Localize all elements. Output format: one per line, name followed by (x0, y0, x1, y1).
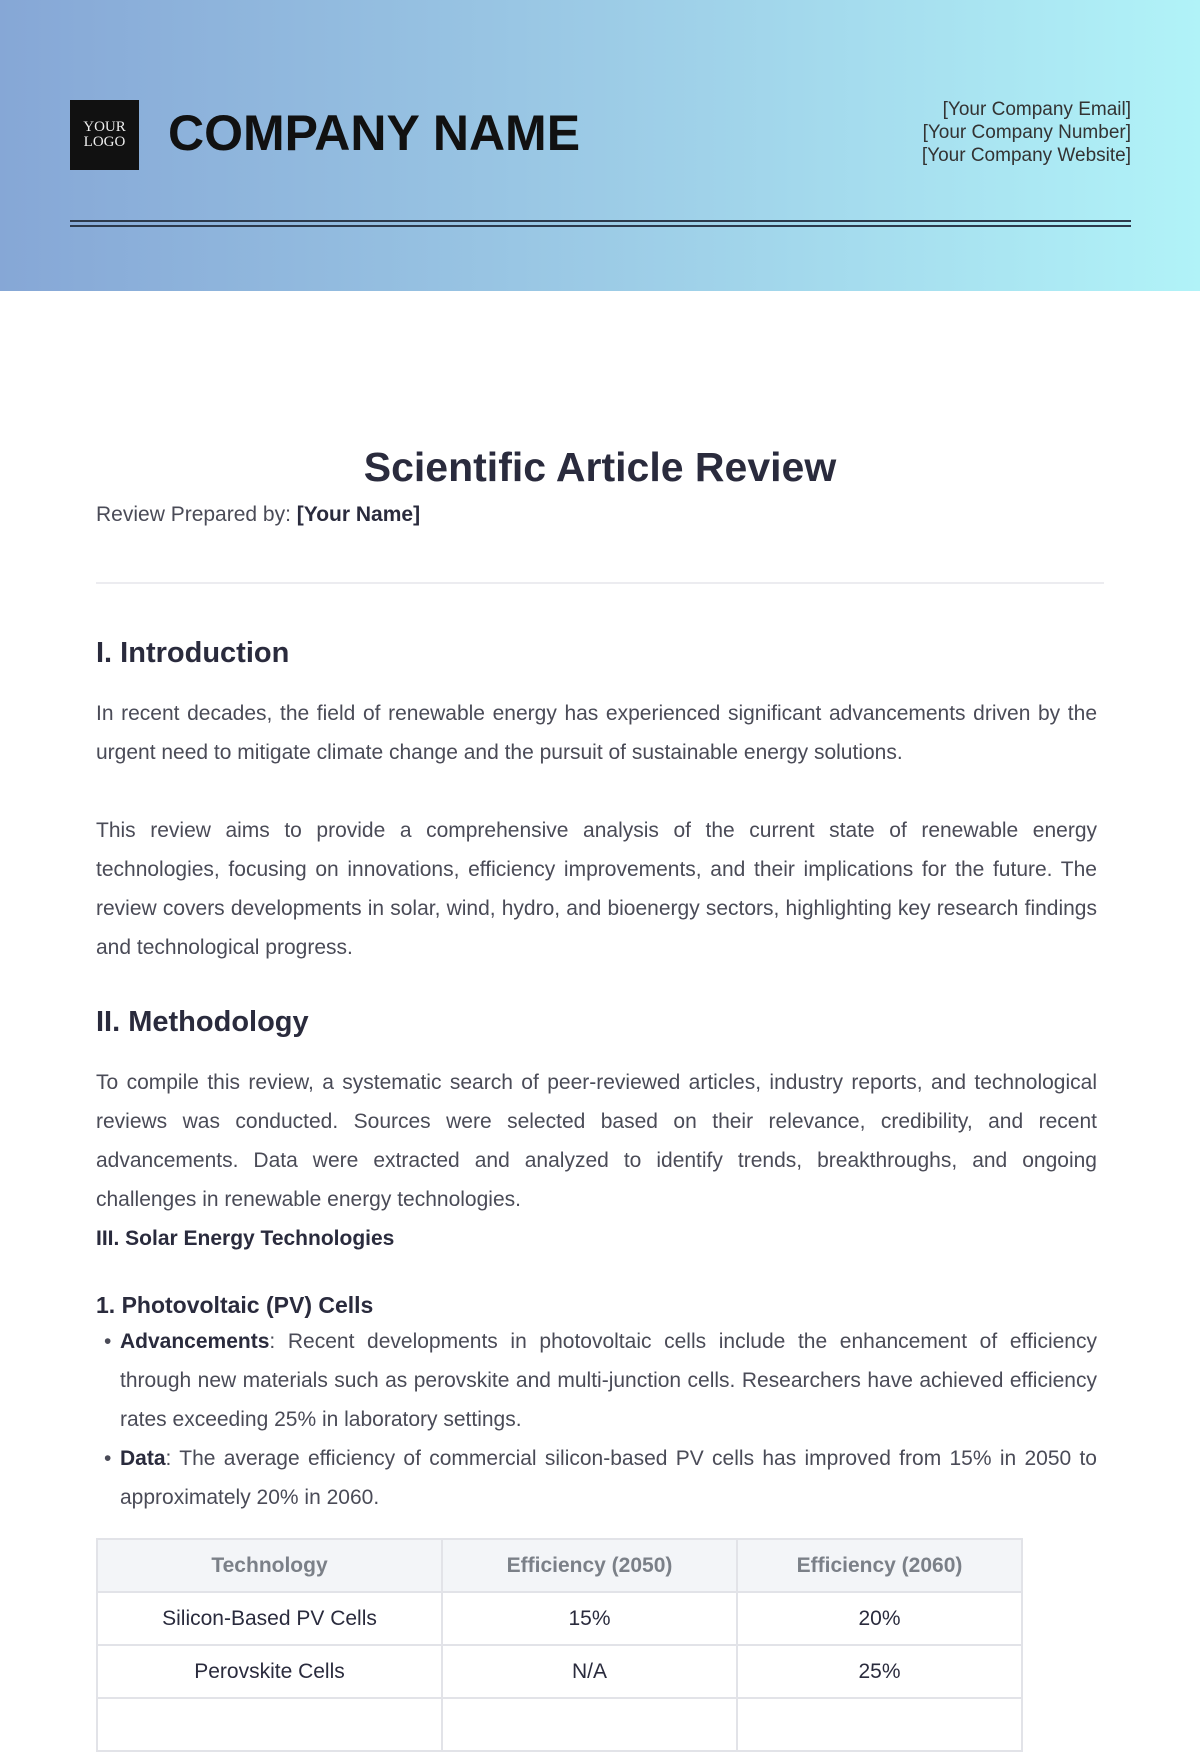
column-header: Efficiency (2050) (442, 1539, 737, 1592)
company-email: [Your Company Email] (942, 99, 1131, 120)
efficiency-table (96, 1538, 1023, 1752)
table-cell: 15% (442, 1592, 737, 1645)
methodology-paragraph: To compile this review, a systematic search of peer-reviewed articles, industry reports, and technological reviews was conducted. Sources were selected based on their relevance, credibility, and recent advancements. Data were extracted and analyzed to identify trends, breakthroughs, and ongoing challenges in renewable energy technologies. (96, 1071, 1097, 1211)
company-contact (922, 98, 1131, 167)
intro-paragraph: In recent decades, the field of renewable energy has experienced significant advancements driven by the urgent need to mitigate climate change and the pursuit of sustainable energy solutions. (96, 702, 1097, 764)
table-row (97, 1645, 1022, 1698)
logo-text-line: LOGO (83, 134, 126, 150)
pv-bullet-list (96, 1322, 1097, 1517)
table-row (97, 1592, 1022, 1645)
section-heading-introduction: I. Introduction (96, 637, 290, 669)
list-item (120, 1439, 1097, 1517)
company-website: [Your Company Website] (921, 145, 1131, 166)
table-cell: N/A (442, 1645, 737, 1698)
table-cell: 20% (737, 1592, 1022, 1645)
company-logo (70, 100, 139, 170)
table-header-row (97, 1539, 1022, 1592)
bullet-text: : The average efficiency of commercial silicon-based PV cells has improved from 15% in 2050 to approximately 20% in 2060. (120, 1447, 1097, 1509)
bullet-label: Data (120, 1447, 166, 1470)
letterhead (0, 0, 1200, 291)
column-header: Technology (97, 1539, 442, 1592)
table-cell (737, 1698, 1022, 1751)
table-cell: Perovskite Cells (97, 1645, 442, 1698)
section-heading-solar: III. Solar Energy Technologies (96, 1227, 395, 1250)
table-cell: Silicon-Based PV Cells (97, 1592, 442, 1645)
subsection-heading-pv: 1. Photovoltaic (PV) Cells (96, 1292, 374, 1318)
intro-paragraph: This review aims to provide a comprehensive analysis of the current state of renewable energy technologies, focusing on innovations, efficiency improvements, and their implications for the future. The review covers developments in solar, wind, hydro, and bioenergy sectors, highlighting key research findings and technological progress. (96, 819, 1097, 959)
header-divider (70, 225, 1131, 227)
logo-text-line: YOUR (83, 119, 126, 135)
bullet-label: Advancements (120, 1330, 270, 1353)
header-divider (70, 220, 1131, 222)
list-item (120, 1322, 1097, 1439)
section-heading-methodology: II. Methodology (96, 1006, 309, 1038)
divider (96, 582, 1104, 584)
table-cell: 25% (737, 1645, 1022, 1698)
document-title: Scientific Article Review (363, 444, 837, 490)
table-cell (97, 1698, 442, 1751)
bullet-text: : Recent developments in photovoltaic cells include the enhancement of efficiency through new materials such as perovskite and multi-junction cells. Researchers have achieved efficiency rates exceeding 25% in laboratory settings. (120, 1330, 1097, 1431)
company-name: COMPANY NAME (168, 105, 581, 161)
column-header: Efficiency (2060) (737, 1539, 1022, 1592)
prepared-by-name: [Your Name] (296, 503, 421, 526)
company-number: [Your Company Number] (922, 122, 1131, 143)
prepared-by-label: Review Prepared by: (96, 503, 291, 526)
table-row (97, 1698, 1022, 1751)
table-cell (442, 1698, 737, 1751)
prepared-by (96, 503, 420, 527)
